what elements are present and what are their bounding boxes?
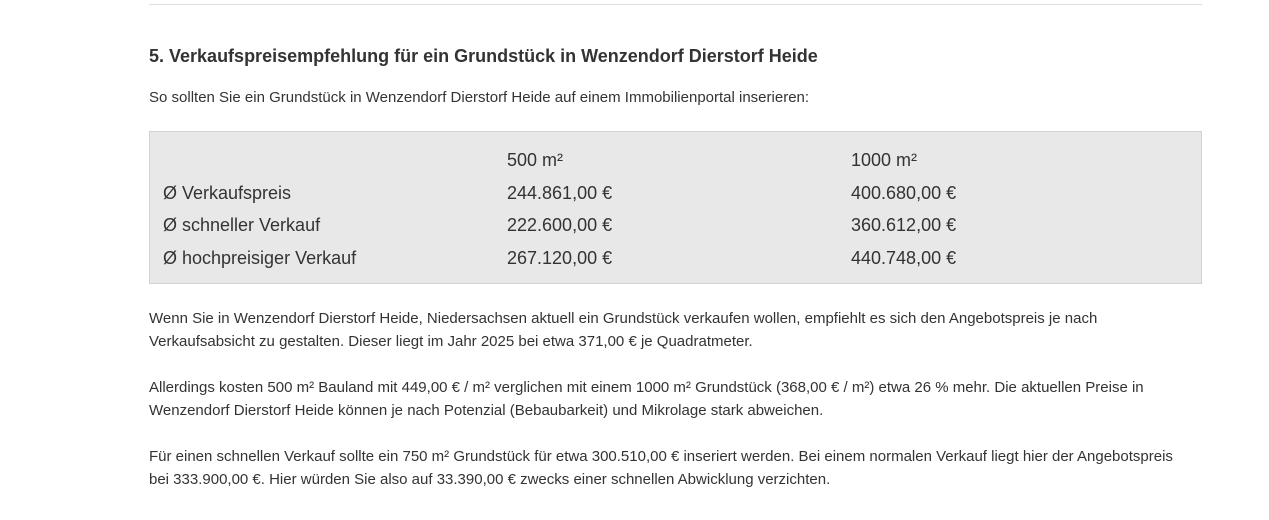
table-row [163, 177, 1151, 210]
price-500: 222.600,00 € [507, 215, 613, 236]
price-1000: 440.748,00 € [851, 247, 957, 268]
table-row [163, 209, 1151, 242]
top-divider [149, 4, 1202, 5]
paragraph-line: Verkaufsabsicht zu gestalten. Dieser liegt im Jahr 2025 bei etwa 371,00 € je Quadratmeter. [149, 332, 753, 350]
paragraph-line: Für einen schnellen Verkauf sollte ein 750 m² Grundstück für etwa 300.510,00 € inseriert werden. Bei einem normalen Verkauf liegt hier der Angebotspreis [149, 448, 1173, 465]
header-cell-500: 500 m² [507, 150, 564, 171]
paragraph-quick-sale [149, 446, 1202, 491]
header-cell-1000: 1000 m² [851, 150, 918, 171]
price-table-box [149, 131, 1202, 284]
section-title: 5. Verkaufspreisempfehlung für ein Grundstück in Wenzendorf Dierstorf Heide [149, 46, 818, 66]
paragraph-line: bei 333.900,00 €. Hier würden Sie also auf 33.390,00 € zwecks einer schnellen Abwicklung verzichten. [149, 470, 831, 488]
intro-text: So sollten Sie ein Grundstück in Wenzendorf Dierstorf Heide auf einem Immobilienportal inserieren: [149, 89, 810, 106]
paragraph-line: Wenzendorf Dierstorf Heide können je nach Potenzial (Bebaubarkeit) und Mikrolage stark abweichen. [149, 401, 824, 419]
row-label: Ø hochpreisiger Verkauf [163, 247, 357, 268]
price-500: 267.120,00 € [507, 247, 613, 268]
header-cell-label [163, 144, 507, 177]
table-row [163, 242, 1151, 275]
price-1000: 400.680,00 € [851, 182, 957, 203]
price-1000: 360.612,00 € [851, 215, 957, 236]
price-500: 244.861,00 € [507, 182, 613, 203]
price-table [163, 144, 1151, 274]
table-header-row [163, 144, 1151, 177]
paragraph-size-comparison [149, 377, 1202, 422]
paragraph-line: Allerdings kosten 500 m² Bauland mit 449,00 € / m² verglichen mit einem 1000 m² Grundstück (368,00 € / m²) etwa 26 % mehr. Die aktuellen Preise in [149, 379, 1144, 396]
row-label: Ø schneller Verkauf [163, 215, 321, 236]
paragraph-line: Wenn Sie in Wenzendorf Dierstorf Heide, Niedersachsen aktuell ein Grundstück verkaufen wollen, empfiehlt es sich den Angebotspreis je nach [149, 310, 1098, 327]
row-label: Ø Verkaufspreis [163, 182, 292, 203]
paragraph-price-overview [149, 308, 1202, 353]
